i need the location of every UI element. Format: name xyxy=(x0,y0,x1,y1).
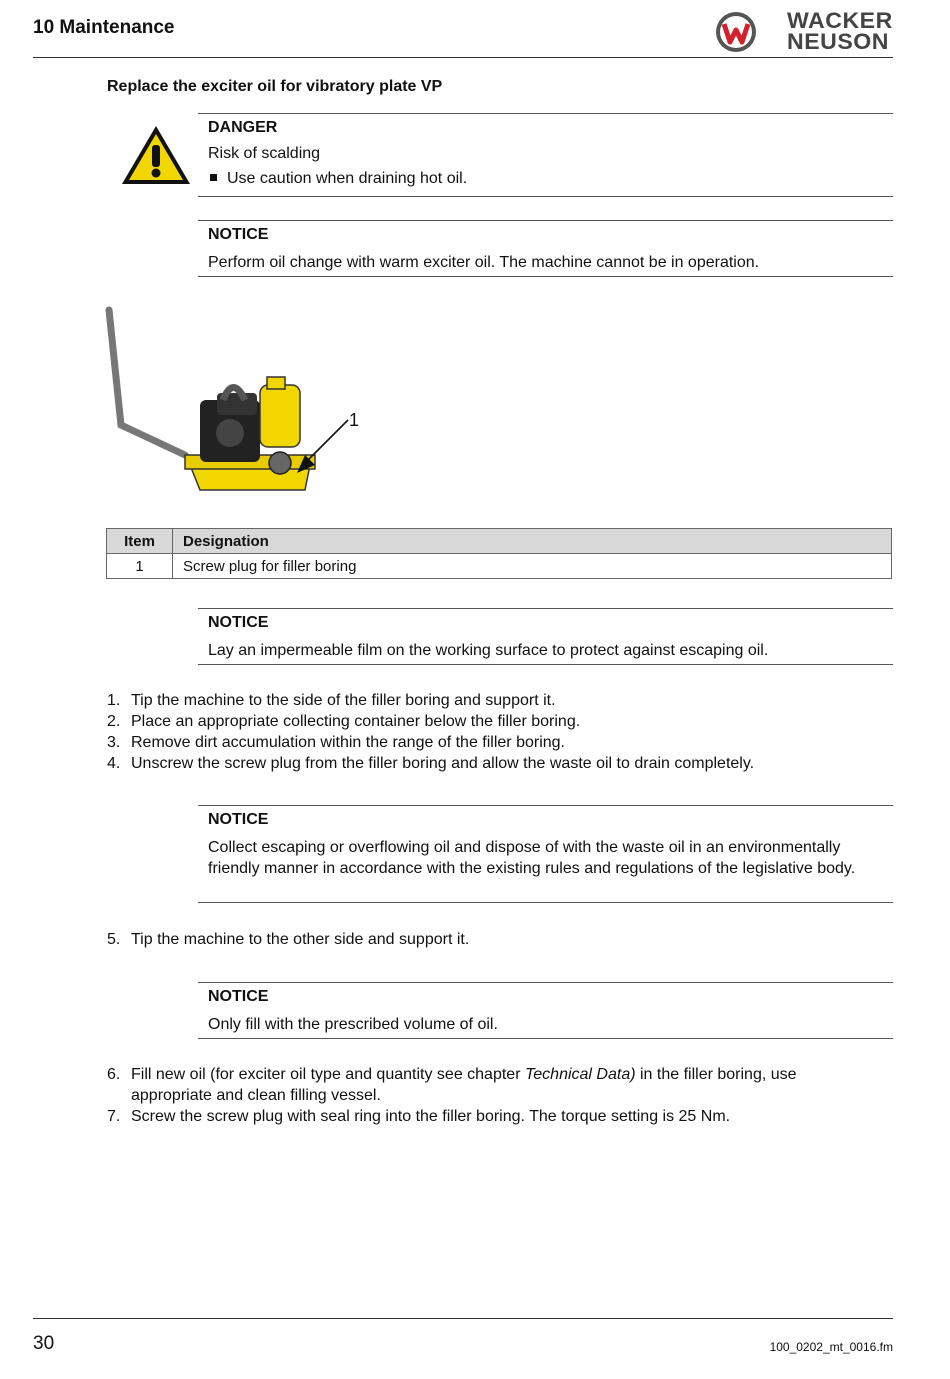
logo-line-1: WACKER xyxy=(787,8,893,33)
page-number: 30 xyxy=(33,1333,55,1354)
warning-triangle-icon xyxy=(120,123,192,187)
notice-heading: NOTICE xyxy=(208,811,269,828)
step-text: Tip the machine to the other side and support it. xyxy=(131,931,470,948)
list-item xyxy=(107,929,893,950)
notice-box xyxy=(198,220,893,277)
list-item xyxy=(107,690,893,711)
procedure-steps xyxy=(107,690,893,774)
notice-box xyxy=(198,608,893,665)
notice-heading: NOTICE xyxy=(208,988,269,1005)
danger-heading: DANGER xyxy=(208,119,278,136)
step-text: Unscrew the screw plug from the filler boring and allow the waste oil to drain completely. xyxy=(131,755,755,772)
chapter-title: 10 Maintenance xyxy=(33,17,175,38)
procedure-steps xyxy=(107,929,893,950)
danger-bullet xyxy=(208,170,883,188)
notice-text: Lay an impermeable film on the working surface to protect against escaping oil. xyxy=(208,642,769,659)
notice-heading: NOTICE xyxy=(208,226,269,243)
section-title: Replace the exciter oil for vibratory plate VP xyxy=(107,78,443,95)
table-cell-item: 1 xyxy=(107,554,173,579)
list-item xyxy=(107,1064,867,1106)
procedure-steps xyxy=(107,1064,867,1127)
notice-heading: NOTICE xyxy=(208,614,269,631)
step-number: 5. xyxy=(107,931,121,948)
logo-emblem-icon xyxy=(714,10,764,54)
step-text: Screw the screw plug with seal ring into the filler boring. The torque setting is 25 Nm. xyxy=(131,1108,731,1125)
danger-text: Risk of scalding xyxy=(208,145,321,162)
step-text: Tip the machine to the side of the filler boring and support it. xyxy=(131,692,556,709)
chapter-reference: Technical Data) xyxy=(524,1066,636,1083)
notice-box xyxy=(198,982,893,1039)
column-header-designation: Designation xyxy=(173,529,892,554)
step-text: Remove dirt accumulation within the range of the filler boring. xyxy=(131,734,565,751)
step-text: Place an appropriate collecting container below the filler boring. xyxy=(131,713,581,730)
notice-box xyxy=(198,805,893,903)
list-item xyxy=(107,711,893,732)
step-text-continued: in the filler boring, use appropriate and clean filling vessel. xyxy=(131,1066,797,1104)
danger-box xyxy=(198,113,893,197)
notice-text: Only fill with the prescribed volume of oil. xyxy=(208,1016,498,1033)
figure-callout: 1 xyxy=(349,410,360,430)
step-number: 1. xyxy=(107,692,121,709)
list-item xyxy=(107,753,893,774)
table-row xyxy=(107,554,892,579)
step-number: 3. xyxy=(107,734,121,751)
bullet-square-icon xyxy=(210,174,217,181)
source-filename: 100_0202_mt_0016.fm xyxy=(769,1340,893,1354)
step-number: 2. xyxy=(107,713,121,730)
step-number: 7. xyxy=(107,1108,121,1125)
column-header-item: Item xyxy=(107,529,173,554)
step-number: 6. xyxy=(107,1066,121,1083)
logo-line-2: NEUSON xyxy=(787,29,889,54)
designation-table xyxy=(106,528,892,579)
list-item xyxy=(107,732,893,753)
footer-divider xyxy=(33,1318,893,1319)
notice-text: Collect escaping or overflowing oil and dispose of with the waste oil in an environmentally friendly manner in accordance with the existing rules and regulations of the legislative body. xyxy=(208,839,856,877)
header-divider xyxy=(33,57,893,58)
brand-logo xyxy=(714,10,894,54)
danger-bullet-text: Use caution when draining hot oil. xyxy=(227,170,468,187)
notice-text: Perform oil change with warm exciter oil. The machine cannot be in operation. xyxy=(208,254,760,271)
step-number: 4. xyxy=(107,755,121,772)
table-cell-designation: Screw plug for filler boring xyxy=(173,554,892,579)
list-item xyxy=(107,1106,867,1127)
vibratory-plate-illustration xyxy=(105,305,365,505)
step-text: Fill new oil (for exciter oil type and quantity see chapter xyxy=(131,1066,525,1083)
